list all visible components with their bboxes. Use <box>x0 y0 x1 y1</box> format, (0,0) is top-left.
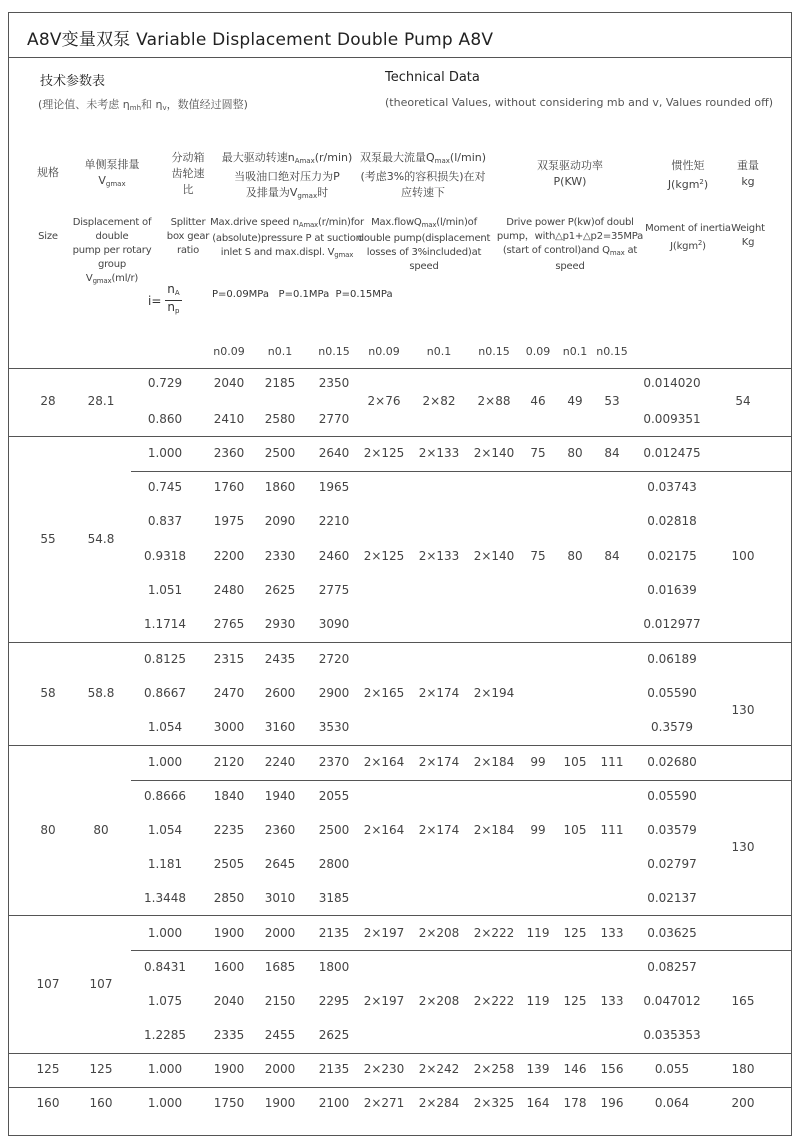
group-size: 107 <box>36 977 60 991</box>
table-cell-n01: 3010 <box>264 891 296 905</box>
table-cell-p015: 133 <box>600 994 624 1008</box>
group-weight: 130 <box>731 703 755 717</box>
table-cell-n015: 3530 <box>318 720 350 734</box>
header-ratio-en: Splitter box gear ratio <box>166 217 210 256</box>
table-cell-n009: 1900 <box>213 926 245 940</box>
table-cell-q009: 2×76 <box>367 394 401 408</box>
table-cell-p009: 46 <box>530 394 546 408</box>
header-inertia-cn: 惯性矩 J(kgm$^2$) <box>667 159 709 191</box>
table-cell-inertia: 0.03579 <box>647 823 697 837</box>
table-cell-inertia: 0.064 <box>654 1096 690 1110</box>
table-cell-n009: 2410 <box>213 412 245 426</box>
table-rule <box>9 642 791 643</box>
table-cell-ratio: 1.000 <box>147 446 183 460</box>
table-cell-inertia: 0.06189 <box>647 652 697 666</box>
table-cell-p01: 80 <box>567 549 583 563</box>
table-cell-q015: 2×325 <box>473 1096 515 1110</box>
table-cell-inertia: 0.02818 <box>647 514 697 528</box>
table-rule <box>131 780 791 781</box>
table-cell-n009: 1600 <box>213 960 245 974</box>
table-cell-n01: 1900 <box>264 1096 296 1110</box>
table-cell-inertia: 0.01639 <box>647 583 697 597</box>
table-cell-q009: 2×197 <box>363 994 405 1008</box>
table-rule <box>9 368 791 369</box>
group-displacement: 80 <box>93 823 109 837</box>
table-cell-q015: 2×140 <box>473 446 515 460</box>
table-cell-q009: 2×164 <box>363 823 405 837</box>
table-cell-n01: 2330 <box>264 549 296 563</box>
table-cell-n015: 2800 <box>318 857 350 871</box>
table-cell-ratio: 1.054 <box>147 720 183 734</box>
header-power-en: Drive power P(kw)of doubl pump，with△p1+△p2=35MPa (start of control)and $Q_{max}$ at speed <box>496 217 644 272</box>
table-cell-p009: 75 <box>530 549 546 563</box>
table-cell-n01: 2600 <box>264 686 296 700</box>
table-cell-inertia: 0.012977 <box>643 617 701 631</box>
group-weight: 54 <box>735 394 751 408</box>
group-weight: 200 <box>731 1096 755 1110</box>
table-rule <box>9 745 791 746</box>
table-cell-q01: 2×242 <box>418 1062 460 1076</box>
table-cell-inertia: 0.009351 <box>643 412 701 426</box>
table-rule <box>131 471 791 472</box>
group-size: 125 <box>36 1062 60 1076</box>
table-cell-inertia: 0.012475 <box>643 446 701 460</box>
table-cell-ratio: 1.1714 <box>144 617 186 631</box>
table-cell-n009: 2040 <box>213 994 245 1008</box>
table-cell-n01: 2455 <box>264 1028 296 1042</box>
header-flow-cn: 双泵最大流量$Q_{max}(l/\min)$ (考虑3%的容积损失)在对 应转速下 <box>359 151 487 199</box>
table-cell-n009: 2120 <box>213 755 245 769</box>
table-cell-q009: 2×165 <box>363 686 405 700</box>
table-cell-inertia: 0.3579 <box>651 720 693 734</box>
group-size: 28 <box>40 394 56 408</box>
table-cell-n015: 2135 <box>318 1062 350 1076</box>
table-cell-ratio: 0.860 <box>147 412 183 426</box>
header-weight-en: Weight Kg <box>731 223 765 248</box>
table-cell-inertia: 0.03625 <box>647 926 697 940</box>
table-rule <box>9 1087 791 1088</box>
table-cell-n015: 2295 <box>318 994 350 1008</box>
group-displacement: 125 <box>89 1062 113 1076</box>
table-cell-inertia: 0.02680 <box>647 755 697 769</box>
table-cell-ratio: 0.745 <box>147 480 183 494</box>
table-cell-n01: 2240 <box>264 755 296 769</box>
table-cell-n015: 3090 <box>318 617 350 631</box>
column-header: n0.09 <box>213 345 245 358</box>
table-cell-q009: 2×125 <box>363 549 405 563</box>
table-cell-q01: 2×133 <box>418 446 460 460</box>
header-speed-cn: 最大驱动转速$n_{Amax}(r/\min)$ 当吸油口绝对压力为P 及排量为$V_{gmax}$时 <box>221 151 353 200</box>
table-cell-inertia: 0.047012 <box>643 994 701 1008</box>
table-cell-n009: 2505 <box>213 857 245 871</box>
table-cell-ratio: 0.8666 <box>144 789 186 803</box>
table-cell-q01: 2×174 <box>418 823 460 837</box>
section-title-cn: 技术参数表 <box>40 74 106 89</box>
table-cell-p015: 156 <box>600 1062 624 1076</box>
table-cell-n01: 1860 <box>264 480 296 494</box>
table-cell-ratio: 0.837 <box>147 514 183 528</box>
table-cell-n01: 2150 <box>264 994 296 1008</box>
table-cell-ratio: 1.3448 <box>144 891 186 905</box>
table-cell-q01: 2×174 <box>418 686 460 700</box>
table-cell-n009: 1900 <box>213 1062 245 1076</box>
column-header: n0.1 <box>562 345 588 358</box>
table-cell-q015: 2×258 <box>473 1062 515 1076</box>
header-size-cn: 规格 <box>37 166 59 179</box>
table-cell-n015: 2210 <box>318 514 350 528</box>
table-cell-n009: 3000 <box>213 720 245 734</box>
table-cell-n01: 2000 <box>264 1062 296 1076</box>
table-cell-p015: 133 <box>600 926 624 940</box>
table-cell-inertia: 0.035353 <box>643 1028 701 1042</box>
table-cell-p015: 111 <box>600 823 624 837</box>
table-cell-p009: 119 <box>526 994 550 1008</box>
table-cell-q015: 2×194 <box>473 686 515 700</box>
table-cell-q01: 2×82 <box>422 394 456 408</box>
table-cell-n01: 2580 <box>264 412 296 426</box>
table-cell-n009: 1840 <box>213 789 245 803</box>
table-cell-n01: 1940 <box>264 789 296 803</box>
group-size: 160 <box>36 1096 60 1110</box>
table-cell-n01: 2625 <box>264 583 296 597</box>
table-cell-p01: 80 <box>567 446 583 460</box>
table-cell-n01: 2090 <box>264 514 296 528</box>
table-cell-p01: 105 <box>563 755 587 769</box>
table-cell-n015: 2055 <box>318 789 350 803</box>
table-cell-n015: 2640 <box>318 446 350 460</box>
table-cell-n015: 1800 <box>318 960 350 974</box>
table-cell-n015: 2370 <box>318 755 350 769</box>
table-cell-n009: 2360 <box>213 446 245 460</box>
table-cell-n015: 2900 <box>318 686 350 700</box>
table-cell-p009: 119 <box>526 926 550 940</box>
table-cell-n009: 2335 <box>213 1028 245 1042</box>
table-cell-p015: 196 <box>600 1096 624 1110</box>
header-speed-en: Max.drive speed $n_{Amax}(r/\min)for$ (absolute)pressure P at suction inlet S and max.displ. $V_{gmax}$ <box>210 217 364 259</box>
table-cell-n009: 2235 <box>213 823 245 837</box>
table-cell-n015: 1965 <box>318 480 350 494</box>
header-flow-en: Max.flowQ$_{max}$(l/min)of double pump(displacement losses of 3%included)at speed <box>357 217 491 272</box>
column-header: n0.15 <box>596 345 628 358</box>
table-cell-q015: 2×140 <box>473 549 515 563</box>
table-cell-p015: 84 <box>604 549 620 563</box>
table-cell-q015: 2×184 <box>473 823 515 837</box>
column-header: n0.09 <box>368 345 400 358</box>
table-cell-ratio: 1.000 <box>147 926 183 940</box>
header-disp-en: Displacement of double pump per rotary group $V_{gmax}(ml/r)$ <box>72 217 152 285</box>
table-cell-q01: 2×174 <box>418 755 460 769</box>
table-cell-p009: 75 <box>530 446 546 460</box>
table-cell-p009: 164 <box>526 1096 550 1110</box>
table-cell-n015: 2720 <box>318 652 350 666</box>
group-displacement: 160 <box>89 1096 113 1110</box>
table-cell-q009: 2×230 <box>363 1062 405 1076</box>
table-cell-n015: 2100 <box>318 1096 350 1110</box>
group-displacement: 58.8 <box>87 686 115 700</box>
table-cell-p01: 178 <box>563 1096 587 1110</box>
ratio-formula: i= $\frac{n_A}{n_p}$ <box>148 282 180 315</box>
table-cell-q015: 2×88 <box>477 394 511 408</box>
table-cell-n015: 2460 <box>318 549 350 563</box>
table-cell-n01: 1685 <box>264 960 296 974</box>
group-displacement: 107 <box>89 977 113 991</box>
group-size: 58 <box>40 686 56 700</box>
table-cell-n015: 3185 <box>318 891 350 905</box>
pressure-labels: P=0.09MPa P=0.1MPa P=0.15MPa <box>212 289 393 300</box>
group-weight: 130 <box>731 840 755 854</box>
table-cell-q01: 2×208 <box>418 926 460 940</box>
table-cell-q015: 2×222 <box>473 994 515 1008</box>
table-cell-ratio: 0.9318 <box>144 549 186 563</box>
table-cell-p009: 99 <box>530 823 546 837</box>
table-cell-n009: 2040 <box>213 376 245 390</box>
group-displacement: 54.8 <box>87 532 115 546</box>
group-weight: 165 <box>731 994 755 1008</box>
table-cell-ratio: 1.000 <box>147 1062 183 1076</box>
table-cell-ratio: 1.2285 <box>144 1028 186 1042</box>
table-rule <box>131 950 791 951</box>
table-rule <box>9 915 791 916</box>
table-cell-ratio: 1.181 <box>147 857 183 871</box>
table-cell-ratio: 1.000 <box>147 755 183 769</box>
table-cell-ratio: 0.8125 <box>144 652 186 666</box>
table-cell-inertia: 0.03743 <box>647 480 697 494</box>
table-cell-p01: 125 <box>563 926 587 940</box>
table-cell-q01: 2×133 <box>418 549 460 563</box>
group-weight: 180 <box>731 1062 755 1076</box>
title-bar <box>9 13 791 58</box>
section-title-en: Technical Data <box>385 70 480 85</box>
table-cell-n01: 2185 <box>264 376 296 390</box>
table-cell-inertia: 0.02175 <box>647 549 697 563</box>
column-header: 0.09 <box>525 345 551 358</box>
table-cell-n01: 2435 <box>264 652 296 666</box>
page-title: A8V变量双泵 Variable Displacement Double Pump A8V <box>27 30 494 50</box>
table-cell-n015: 2135 <box>318 926 350 940</box>
table-cell-n015: 2775 <box>318 583 350 597</box>
group-weight: 100 <box>731 549 755 563</box>
table-cell-n009: 2200 <box>213 549 245 563</box>
header-ratio-cn: 分动箱 齿轮速 比 <box>171 151 205 196</box>
table-cell-ratio: 1.054 <box>147 823 183 837</box>
section-note-cn: (理论值、未考虑 $\eta_{mh}$和 $\eta_v$，数值经过圆整) <box>38 98 248 112</box>
table-cell-p015: 53 <box>604 394 620 408</box>
group-size: 55 <box>40 532 56 546</box>
table-cell-ratio: 1.075 <box>147 994 183 1008</box>
table-cell-n015: 2770 <box>318 412 350 426</box>
table-cell-inertia: 0.014020 <box>643 376 701 390</box>
header-power-cn: 双泵驱动功率 P(KW) <box>537 159 603 188</box>
table-cell-q01: 2×208 <box>418 994 460 1008</box>
table-cell-p01: 125 <box>563 994 587 1008</box>
table-cell-n015: 2350 <box>318 376 350 390</box>
table-cell-n01: 3160 <box>264 720 296 734</box>
table-cell-n009: 2480 <box>213 583 245 597</box>
table-cell-p01: 49 <box>567 394 583 408</box>
table-cell-q009: 2×271 <box>363 1096 405 1110</box>
table-cell-inertia: 0.08257 <box>647 960 697 974</box>
header-size-en: Size <box>38 231 58 242</box>
table-cell-n015: 2500 <box>318 823 350 837</box>
table-cell-ratio: 0.729 <box>147 376 183 390</box>
table-cell-n009: 1975 <box>213 514 245 528</box>
section-note-en: (theoretical Values, without considering mb and v, Values rounded off) <box>385 96 774 109</box>
table-cell-p009: 139 <box>526 1062 550 1076</box>
table-cell-q009: 2×125 <box>363 446 405 460</box>
table-cell-n01: 2000 <box>264 926 296 940</box>
table-cell-n015: 2625 <box>318 1028 350 1042</box>
table-cell-n01: 2500 <box>264 446 296 460</box>
table-cell-q01: 2×284 <box>418 1096 460 1110</box>
table-cell-p015: 84 <box>604 446 620 460</box>
table-cell-inertia: 0.05590 <box>647 789 697 803</box>
table-cell-q015: 2×184 <box>473 755 515 769</box>
group-displacement: 28.1 <box>87 394 115 408</box>
table-cell-p01: 105 <box>563 823 587 837</box>
table-cell-ratio: 1.051 <box>147 583 183 597</box>
table-cell-ratio: 0.8431 <box>144 960 186 974</box>
table-cell-q009: 2×197 <box>363 926 405 940</box>
table-cell-p015: 111 <box>600 755 624 769</box>
table-rule <box>9 1053 791 1054</box>
table-cell-p009: 99 <box>530 755 546 769</box>
table-cell-q009: 2×164 <box>363 755 405 769</box>
table-cell-ratio: 1.000 <box>147 1096 183 1110</box>
header-inertia-en: Moment of inertia J(kgm$^2$) <box>645 223 731 252</box>
table-rule <box>9 436 791 437</box>
table-cell-q015: 2×222 <box>473 926 515 940</box>
table-cell-ratio: 0.8667 <box>144 686 186 700</box>
header-weight-cn: 重量 kg <box>737 159 759 188</box>
table-cell-n009: 1760 <box>213 480 245 494</box>
table-cell-n009: 2315 <box>213 652 245 666</box>
table-cell-n009: 2765 <box>213 617 245 631</box>
table-cell-n009: 1750 <box>213 1096 245 1110</box>
table-cell-inertia: 0.055 <box>654 1062 690 1076</box>
table-cell-n009: 2850 <box>213 891 245 905</box>
table-cell-n01: 2645 <box>264 857 296 871</box>
table-cell-inertia: 0.05590 <box>647 686 697 700</box>
table-cell-inertia: 0.02137 <box>647 891 697 905</box>
table-cell-inertia: 0.02797 <box>647 857 697 871</box>
table-cell-n01: 2930 <box>264 617 296 631</box>
table-cell-n009: 2470 <box>213 686 245 700</box>
group-size: 80 <box>40 823 56 837</box>
column-header: n0.1 <box>426 345 452 358</box>
table-cell-p01: 146 <box>563 1062 587 1076</box>
table-cell-n01: 2360 <box>264 823 296 837</box>
column-header: n0.1 <box>267 345 293 358</box>
column-header: n0.15 <box>318 345 350 358</box>
header-disp-cn: 单侧泵排量 $V_{gmax}$ <box>84 158 140 188</box>
column-header: n0.15 <box>478 345 510 358</box>
